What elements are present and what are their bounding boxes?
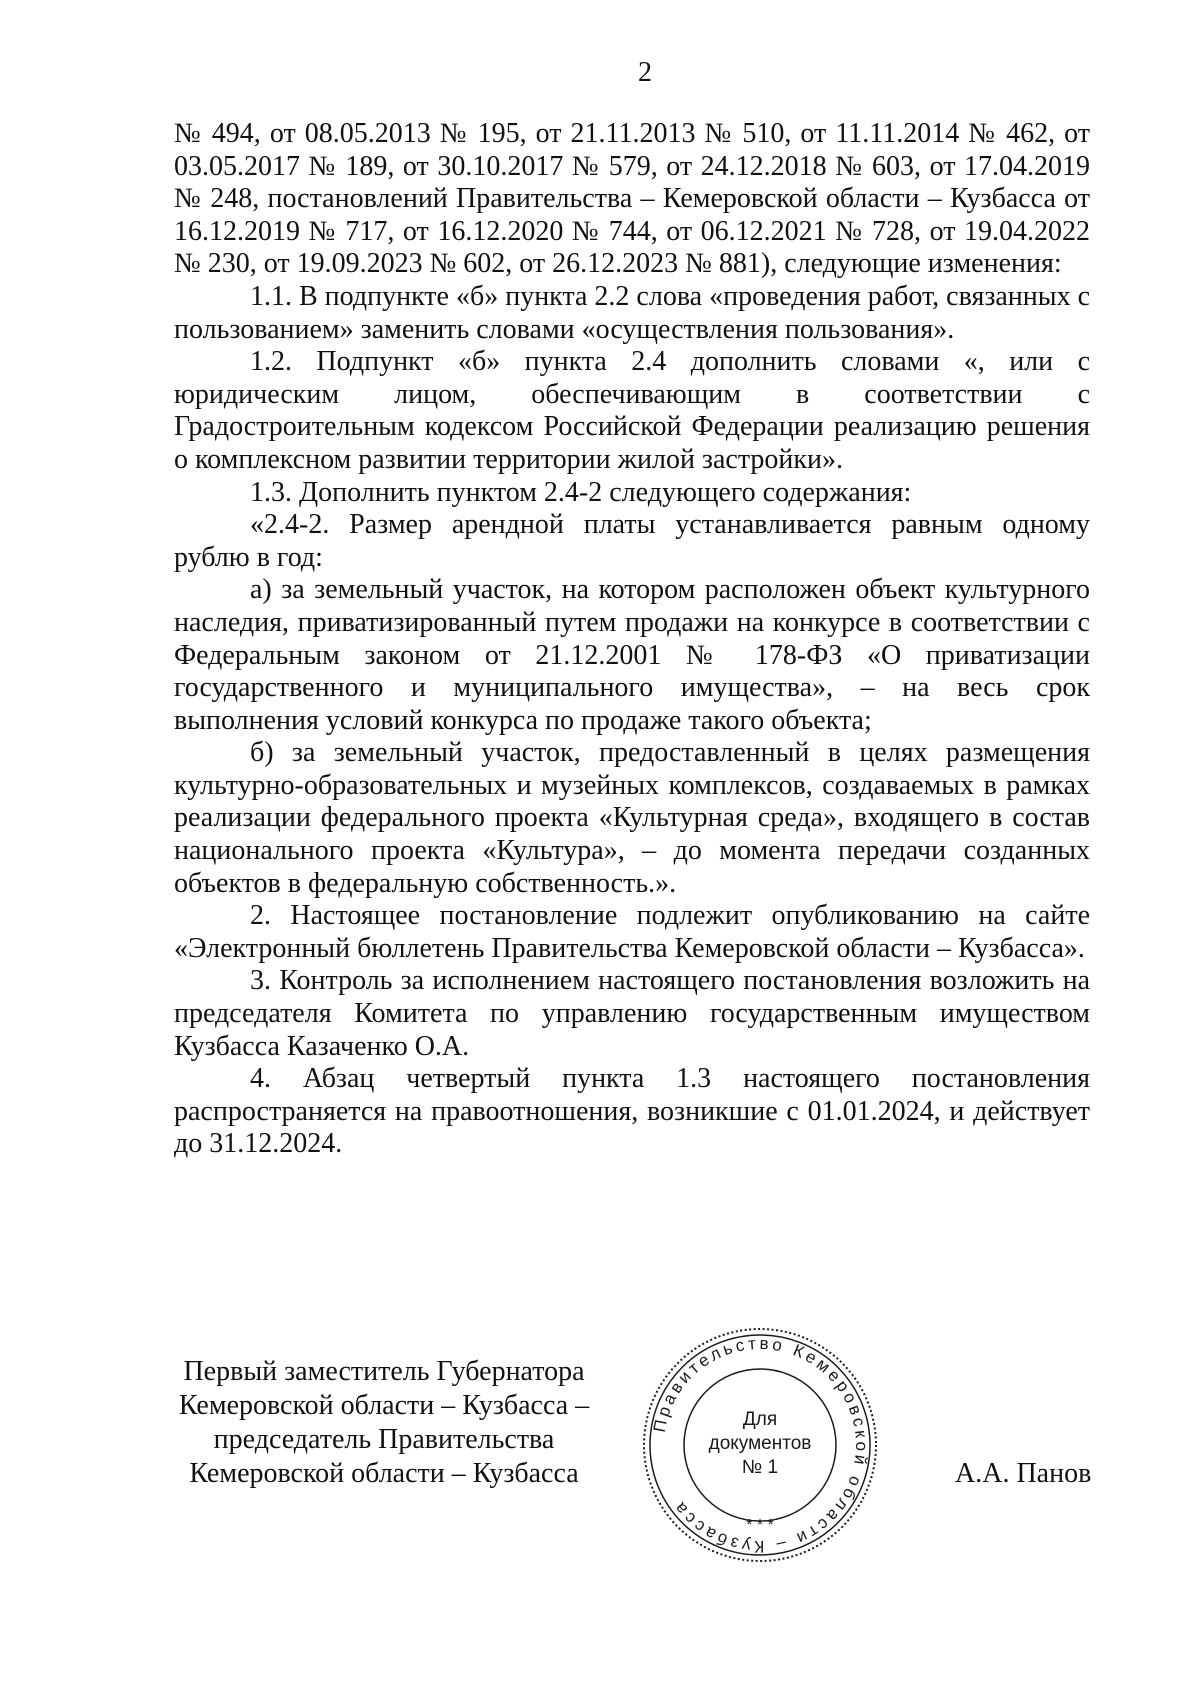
seal-stars: * * * [746,1517,774,1534]
seal-ring-text: Правительство Кемеровской области – Кузбасса [649,1333,872,1557]
paragraph-continuation: № 494, от 08.05.2013 № 195, от 21.11.2013 № 510, от 11.11.2014 № 462, от 03.05.2017 № 189, от 30.10.2017 № 579, от 24.12.2018 № 603, от 17.04.2019 № 248, постановлений Правительства – Кемеровской области – Кузбасса от 16.12.2019 № 717, от 16.12.2020 № 744, от 06.12.2021 № 728, от 19.04.2022 № 230, от 19.09.2023 № 602, от 26.12.2023 № 881), следующие изменения: [174,118,1090,280]
paragraph-item-b: б) за земельный участок, предоставленный в целях размещения культурно-образовательных и музейных комплексов, создаваемых в рамках реализации федерального проекта «Культурная среда», входящего в состав национального проекта «Культура», – до момента передачи созданных объектов в федеральную собственность.». [174,737,1090,899]
seal-center-line: № 1 [741,1457,779,1478]
signatory-title-line: Кемеровской области – Кузбасса [189,1458,579,1489]
signatory-title [174,1355,594,1491]
signatory-title-line: председатель Правительства [213,1424,555,1455]
paragraph-1-2: 1.2. Подпункт «б» пункта 2.4 дополнить словами «, или с юридическим лицом, обеспечивающим в соответствии с Градостроительным кодексом Российской Федерации реализацию решения о комплексном развитии территории жилой застройки». [174,346,1090,475]
page-number: 2 [638,57,652,88]
paragraph-2-4-2: «2.4-2. Размер арендной платы устанавливается равным одному рублю в год: [174,509,1090,573]
document-body [174,118,1090,1161]
paragraph-3: 3. Контроль за исполнением настоящего постановления возложить на председателя Комитета по управлению государственным имуществом Кузбасса Казаченко О.А. [174,965,1090,1062]
paragraph-item-a: а) за земельный участок, на котором расположен объект культурного наследия, приватизированный путем продажи на конкурсе в соответствии с Федеральным законом от 21.12.2001 № 178-ФЗ «О приватизации государственного и муниципального имущества», – на весь срок выполнения условий конкурса по продаже такого объекта; [174,574,1090,736]
seal-center-line: документов [708,1433,812,1454]
official-seal [640,1325,880,1565]
paragraph-2: 2. Настоящее постановление подлежит опубликованию на сайте «Электронный бюллетень Правительства Кемеровской области – Кузбасса». [174,900,1090,964]
signatory-title-line: Первый заместитель Губернатора [183,1356,585,1387]
signatory-name: А.А. Панов [955,1458,1092,1489]
signatory-title-line: Кемеровской области – Кузбасса – [178,1390,590,1421]
paragraph-1-1: 1.1. В подпункте «б» пункта 2.2 слова «проведения работ, связанных с пользованием» заменить словами «осуществления пользования». [174,280,1091,345]
paragraph-1-3: 1.3. Дополнить пунктом 2.4-2 следующего содержания: [250,476,912,508]
seal-center-line: Для [742,1409,778,1430]
paragraph-4: 4. Абзац четвертый пункта 1.3 настоящего постановления распространяется на правоотношения, возникшие с 01.01.2024, и действует до 31.12.2024. [174,1063,1090,1160]
